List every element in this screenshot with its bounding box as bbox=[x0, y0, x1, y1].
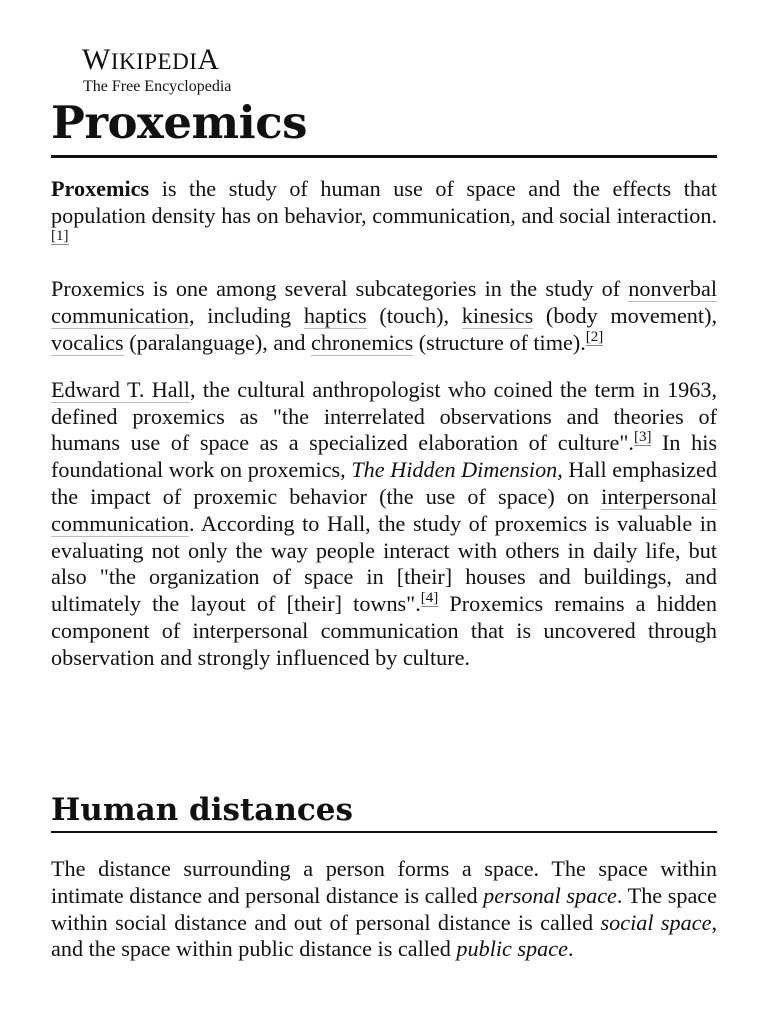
reference-4[interactable]: [4] bbox=[420, 589, 439, 606]
section-heading-human-distances[interactable]: Human distances bbox=[51, 792, 353, 828]
link-haptics[interactable]: haptics bbox=[303, 303, 367, 329]
wikipedia-logo[interactable] bbox=[82, 44, 231, 96]
section-divider bbox=[51, 831, 717, 833]
title-divider bbox=[51, 155, 717, 158]
hall-paragraph: Edward T. Hall, the cultural anthropologist who coined the term in 1963, defined proxemics as "the interrelated observations and theories of humans use of space as a specialized elaboration of culture".[3] In his foundational work on proxemics, The Hidden Dimension, Hall emphasized the impact of proxemic behavior (the use of space) on interpersonal communication. According to Hall, the study of proxemics is valuable in evaluating not only the way people interact with others in daily life, but also "the organization of space in [their] houses and buildings, and ultimately the layout of [their] towns".[4] Proxemics remains a hidden component of interpersonal communication that is uncovered through observation and strongly influenced by culture. bbox=[51, 376, 717, 670]
page-title: Proxemics bbox=[51, 96, 307, 149]
article-body bbox=[51, 176, 717, 692]
reference-1[interactable]: [1] bbox=[51, 228, 69, 245]
link-nonverbal-communication[interactable]: nonverbal communication bbox=[51, 276, 717, 329]
wikipedia-wordmark: WIKIPEDIA bbox=[82, 43, 220, 76]
book-title: The Hidden Dimension, bbox=[351, 457, 563, 483]
link-vocalics[interactable]: vocalics bbox=[51, 329, 124, 355]
term-bold: Proxemics bbox=[51, 176, 150, 201]
reference-2[interactable]: [2] bbox=[585, 328, 604, 345]
wikipedia-tagline: The Free Encyclopedia bbox=[83, 78, 232, 95]
link-edward-t-hall[interactable]: Edward T. Hall bbox=[51, 376, 190, 402]
link-kinesics[interactable]: kinesics bbox=[461, 303, 534, 329]
link-interpersonal-communication[interactable]: interpersonal communication bbox=[51, 483, 717, 536]
distances-paragraph: The distance surrounding a person forms a space. The space within intimate distance and personal distance is called personal space. The space within social distance and out of personal distance is called social space, and the space within public distance is called public space. bbox=[51, 856, 717, 962]
subcategories-paragraph: Proxemics is one among several subcategories in the study of nonverbal communication, including haptics (touch), kinesics (body movement), vocalics (paralanguage), and chronemics (structure of time).[2] bbox=[51, 276, 718, 355]
link-chronemics[interactable]: chronemics bbox=[310, 329, 414, 355]
intro-paragraph: Proxemics is the study of human use of space and the effects that population density has on behavior, communication, and social interaction.[1] bbox=[51, 176, 717, 245]
section-body bbox=[51, 856, 717, 963]
reference-3[interactable]: [3] bbox=[633, 428, 652, 445]
